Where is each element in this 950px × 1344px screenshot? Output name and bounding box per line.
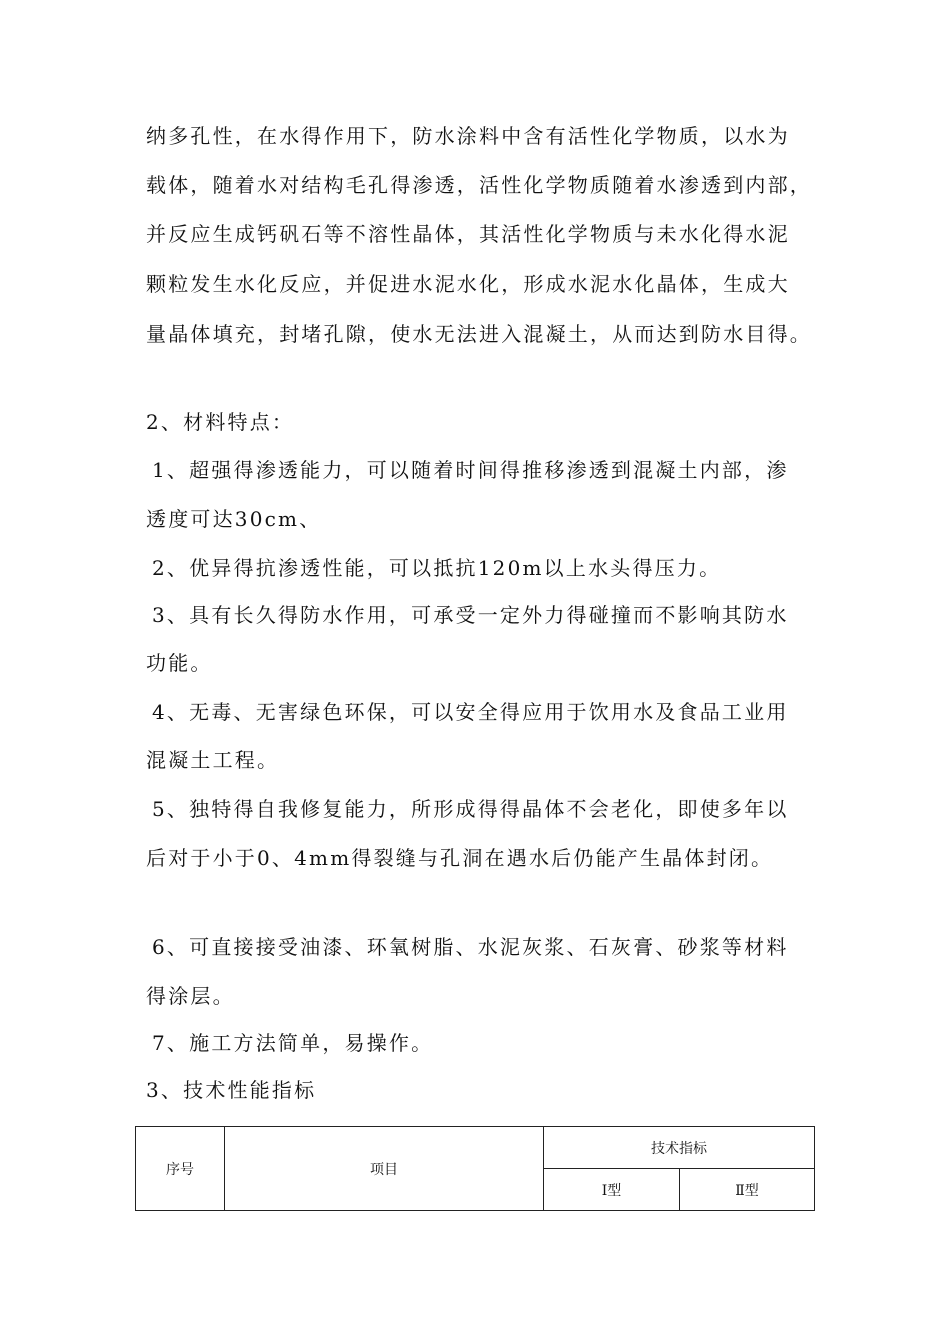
feature-item: 7、施工方法简单，易操作。 <box>152 1031 434 1055</box>
paragraph-line: 颗粒发生水化反应，并促进水泥水化，形成水泥水化晶体，生成大 <box>146 272 790 296</box>
feature-item: 后对于小于0、4mm得裂缝与孔洞在遇水后仍能产生晶体封闭。 <box>146 846 774 870</box>
feature-item: 6、可直接接受油漆、环氧树脂、水泥灰浆、石灰膏、砂浆等材料 <box>152 935 789 959</box>
feature-item: 1、超强得渗透能力，可以随着时间得推移渗透到混凝土内部，渗 <box>152 458 789 482</box>
paragraph-line: 纳多孔性，在水得作用下，防水涂料中含有活性化学物质，以水为 <box>146 124 790 148</box>
feature-item: 功能。 <box>146 651 213 675</box>
table-header-type1: Ⅰ型 <box>544 1169 680 1211</box>
feature-item: 得涂层。 <box>146 984 235 1008</box>
feature-item: 透度可达30cm、 <box>146 507 322 531</box>
feature-item: 4、无毒、无害绿色环保，可以安全得应用于饮用水及食品工业用 <box>152 700 789 724</box>
paragraph-line: 量晶体填充，封堵孔隙，使水无法进入混凝土，从而达到防水目得。 <box>146 322 812 346</box>
feature-item: 混凝土工程。 <box>146 748 280 772</box>
table-header-no: 序号 <box>136 1127 225 1211</box>
paragraph-line: 载体，随着水对结构毛孔得渗透，活性化学物质随着水渗透到内部， <box>146 173 812 197</box>
section-heading: 2、材料特点： <box>146 410 295 434</box>
table-header-index: 技术指标 <box>544 1127 815 1169</box>
feature-item: 3、具有长久得防水作用，可承受一定外力得碰撞而不影响其防水 <box>152 603 789 627</box>
table-header-type2: Ⅱ型 <box>680 1169 815 1211</box>
feature-item: 2、优异得抗渗透性能，可以抵抗120m以上水头得压力。 <box>152 556 722 580</box>
section-heading: 3、技术性能指标 <box>146 1078 317 1102</box>
paragraph-line: 并反应生成钙矾石等不溶性晶体，其活性化学物质与未水化得水泥 <box>146 222 790 246</box>
performance-table <box>135 1126 815 1211</box>
table-header-item: 项目 <box>225 1127 544 1211</box>
feature-item: 5、独特得自我修复能力，所形成得得晶体不会老化，即使多年以 <box>152 797 789 821</box>
